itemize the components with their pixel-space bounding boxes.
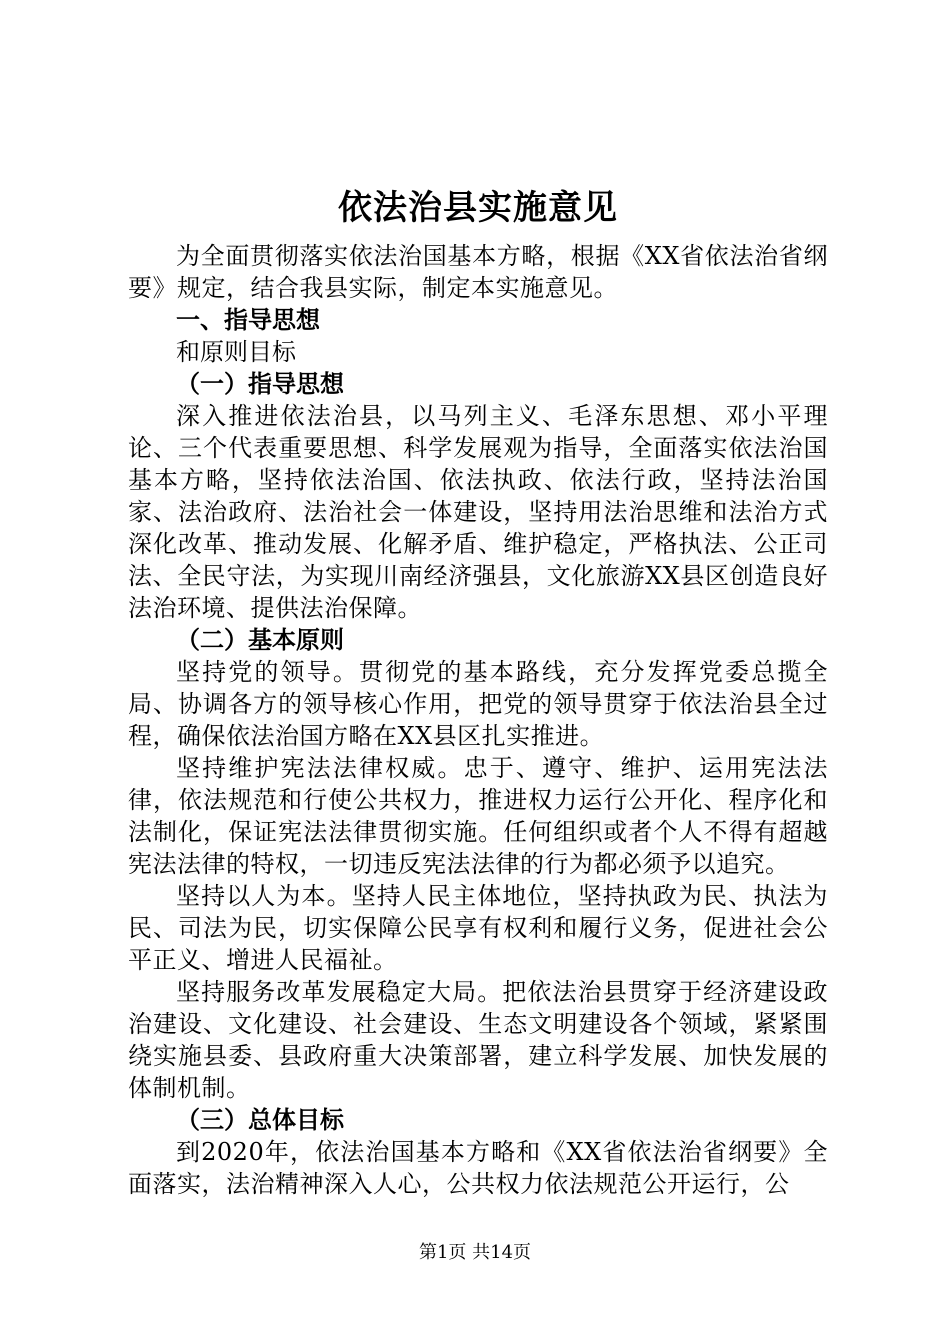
principle-party-leadership: 坚持党的领导。贯彻党的基本路线，充分发挥党委总揽全局、协调各方的领导核心作用，把党的领导贯穿于依法治县全过程，确保依法治国方略在XX县区扎实推进。 — [128, 658, 828, 750]
page-number: 第1页 共14页 — [418, 1242, 532, 1263]
subsection3-heading: （三）总体目标 — [176, 1106, 344, 1134]
subsection1-heading: （一）指导思想 — [176, 370, 344, 398]
principle-constitution: 坚持维护宪法法律权威。忠于、遵守、维护、运用宪法法律，依法规范和行使公共权力，推进权力运行公开化、程序化和法制化，保证宪法法律贯彻实施。任何组织或者个人不得有超越宪法法律的特权，一切违反宪法法律的行为都必须予以追究。 — [128, 754, 828, 878]
principle-people-oriented: 坚持以人为本。坚持人民主体地位，坚持执政为民、执法为民、司法为民，切实保障公民享有权利和履行义务，促进社会公平正义、增进人民福祉。 — [128, 882, 828, 974]
document-body — [128, 180, 828, 1200]
intro-paragraph: 为全面贯彻落实依法治国基本方略，根据《XX省依法治省纲要》规定，结合我县实际，制定本实施意见。 — [128, 242, 828, 302]
subsection2-heading: （二）基本原则 — [176, 626, 344, 654]
section1-heading: 一、指导思想 — [176, 306, 320, 334]
principle-development: 坚持服务改革发展稳定大局。把依法治县贯穿于经济建设政治建设、文化建设、社会建设、生态文明建设各个领域，紧紧围绕实施县委、县政府重大决策部署，建立科学发展、加快发展的体制机制。 — [128, 978, 828, 1102]
section1-subheading: 和原则目标 — [176, 338, 296, 366]
subsection3-paragraph: 到2020年，依法治国基本方略和《XX省依法治省纲要》全面落实，法治精神深入人心，公共权力依法规范公开运行，公 — [128, 1138, 828, 1198]
subsection1-paragraph: 深入推进依法治县，以马列主义、毛泽东思想、邓小平理论、三个代表重要思想、科学发展观为指导，全面落实依法治国基本方略，坚持依法治国、依法执政、依法行政，坚持法治国家、法治政府、法治社会一体建设，坚持用法治思维和法治方式深化改革、推动发展、化解矛盾、维护稳定，严格执法、公正司法、全民守法，为实现川南经济强县，文化旅游XX县区创造良好法治环境、提供法治保障。 — [128, 402, 828, 622]
document-title: 依法治县实施意见 — [338, 188, 618, 228]
